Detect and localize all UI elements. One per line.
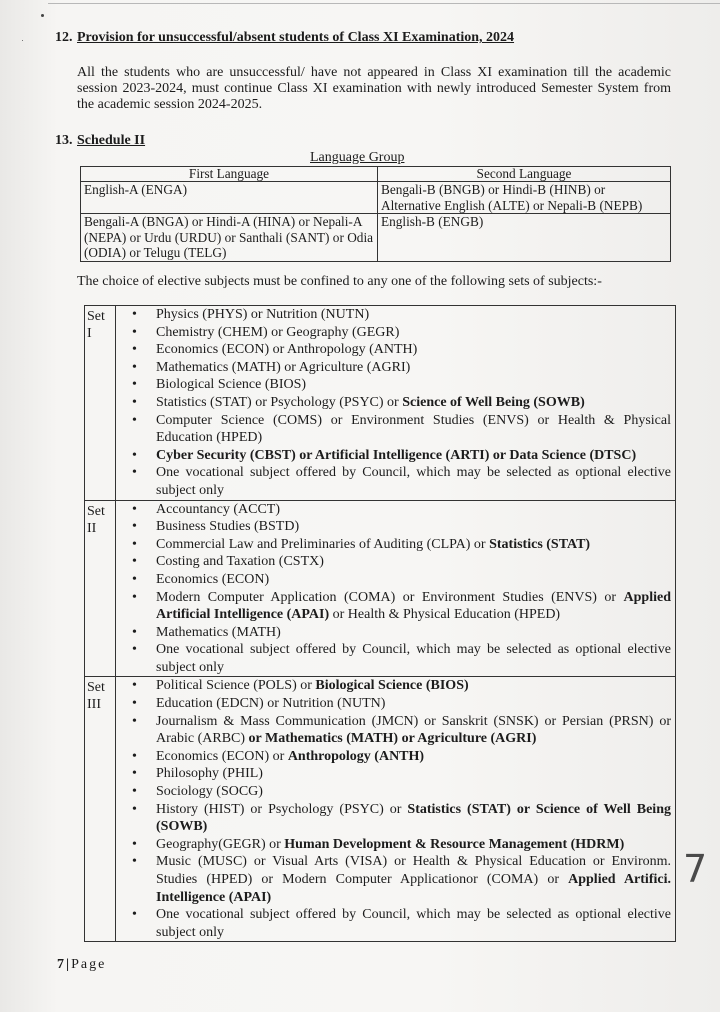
subject-list-item (156, 906, 671, 941)
subject-text-bold: Statistics (STAT) or Science of Well Being (SOWB) (156, 801, 671, 835)
footer-separator: | (66, 957, 70, 972)
subject-list-item (156, 306, 671, 324)
set-label-word: Set (87, 503, 105, 519)
subject-text: One vocational subject offered by Council, which may be selected as optional elective subject only (156, 465, 671, 498)
top-edge-line (48, 3, 720, 4)
set-label-word: Set (87, 309, 105, 324)
scan-dot (41, 14, 44, 17)
subject-text: Chemistry (CHEM) or Geography (GEGR) (156, 324, 400, 340)
subject-text: Biological Science (BIOS) (156, 377, 307, 393)
header-second-language: Second Language (378, 167, 671, 182)
set-subjects (116, 306, 676, 501)
subject-text: Computer Science (COMS) or Environment Studies (ENVS) or Health & Physical Education (HPED) (156, 412, 671, 446)
elective-choice-text: The choice of elective subjects must be confined to any one of the following sets of subjects:- (77, 274, 602, 289)
section-12-heading (55, 30, 514, 46)
subject-list-item (156, 359, 671, 377)
set-label (85, 677, 116, 942)
subject-text-bold: Biological Science (BIOS) (315, 678, 469, 694)
subject-list-item (156, 748, 671, 766)
subject-list-item (156, 447, 671, 465)
margin-page-mark: 7 (683, 847, 708, 891)
section-13-number: 13. (55, 133, 73, 148)
subject-text: Music (MUSC) or Visual Arts (VISA) or Health & Physical Education or Environm. Studies (HPED) or Modern Computer Applicationor (COMA) or (156, 854, 671, 887)
subject-text: Political Science (POLS) or (156, 678, 316, 694)
subject-text: Physics (PHYS) or Nutrition (NUTN) (156, 307, 370, 322)
subject-list-item (156, 589, 671, 624)
set-label-numeral: I (87, 326, 92, 341)
subject-list-item (156, 765, 671, 783)
subject-list-item (156, 412, 671, 447)
section-12-title: Provision for unsuccessful/absent students of Class XI Examination, 2024 (77, 30, 515, 45)
set-label-numeral: III (87, 697, 101, 713)
subject-text: Accountancy (ACCT) (156, 501, 281, 517)
subject-text: History (HIST) or Psychology (PSYC) or (156, 801, 408, 817)
second-language-cell: English-B (ENGB) (378, 214, 671, 262)
set-row (85, 677, 676, 942)
set-subjects (116, 677, 676, 942)
subject-list-item (156, 501, 671, 519)
subject-text-bold: Human Development & Resource Management (HDRM) (284, 836, 625, 852)
language-group-table (80, 166, 671, 262)
elective-sets-table (84, 305, 676, 942)
subject-list-item (156, 713, 671, 748)
subject-text: Costing and Taxation (CSTX) (156, 554, 324, 570)
subject-text-bold: Applied Artificial Intelligence (APAI) (156, 589, 671, 623)
subject-text: Mathematics (MATH) or Agriculture (AGRI) (156, 359, 411, 375)
footer-page-number: 7 (57, 957, 64, 972)
subject-list-item (156, 464, 671, 499)
language-group-caption: Language Group (310, 150, 405, 165)
subject-text-bold: Cyber Security (CBST) or Artificial Intelligence (ARTI) or Data Science (DTSC) (156, 447, 637, 463)
language-table-row (81, 214, 671, 262)
subject-text: One vocational subject offered by Council, which may be selected as optional elective subject only (156, 642, 671, 675)
set-label (85, 500, 116, 677)
subject-text-bold: or Mathematics (MATH) or Agriculture (AGRI) (248, 731, 537, 747)
subject-text: Commercial Law and Preliminaries of Auditing (CLPA) or (156, 536, 490, 552)
set-row (85, 500, 676, 677)
subject-text: Mathematics (MATH) (156, 624, 281, 640)
set-subjects (116, 500, 676, 677)
subject-text: or Health & Physical Education (HPED) (329, 607, 561, 623)
subject-list-item (156, 801, 671, 836)
subject-list-item (156, 394, 671, 412)
set-label (85, 306, 116, 501)
subject-text: Economics (ECON) (156, 571, 270, 587)
subject-list-item (156, 624, 671, 642)
second-language-cell: Bengali-B (BNGB) or Hindi-B (HINB) or Alternative English (ALTE) or Nepali-B (NEPB) (378, 182, 671, 214)
subject-text: Statistics (STAT) or Psychology (PSYC) or (156, 394, 403, 410)
subject-text: Business Studies (BSTD) (156, 519, 300, 535)
subject-text: Modern Computer Application (COMA) or Environment Studies (ENVS) or (156, 589, 624, 605)
subject-text: One vocational subject offered by Council, which may be selected as optional elective subject only (156, 907, 671, 940)
subject-text: Economics (ECON) or (156, 748, 288, 764)
subject-list-item (156, 783, 671, 801)
subject-text: Sociology (SOCG) (156, 784, 263, 800)
subject-text: Journalism & Mass Communication (JMCN) or Sanskrit (SNSK) or Persian (PRSN) or Arabic (ARBC) (156, 713, 671, 747)
section-12-number: 12. (55, 30, 73, 45)
subject-list (116, 306, 671, 500)
set-label-numeral: II (87, 520, 97, 536)
subject-list-item (156, 341, 671, 359)
header-first-language: First Language (81, 167, 378, 182)
subject-list-item (156, 376, 671, 394)
subject-list-item (156, 853, 671, 906)
subject-text-bold: Statistics (STAT) (489, 536, 591, 552)
subject-text-bold: Applied Artifici. Intelligence (APAI) (156, 872, 671, 905)
first-language-cell: English-A (ENGA) (81, 182, 378, 214)
language-table-header-row (81, 167, 671, 182)
subject-list-item (156, 536, 671, 554)
subject-text: Economics (ECON) or Anthropology (ANTH) (156, 342, 418, 358)
first-language-cell: Bengali-A (BNGA) or Hindi-A (HINA) or Nepali-A (NEPA) or Urdu (URDU) or Santhali (SANT) or Odia (ODIA) or Telugu (TELG) (81, 214, 378, 262)
section-12-paragraph: All the students who are unsuccessful/ have not appeared in Class XI examination till the academic session 2023-2024, must continue Class XI examination with newly introduced Semester System from the academic session 2024-2025. (77, 65, 671, 112)
subject-list-item (156, 571, 671, 589)
section-13-heading (55, 133, 145, 149)
subject-text: Philosophy (PHIL) (156, 766, 263, 782)
footer-page-word: Page (71, 957, 107, 972)
subject-list-item (156, 836, 671, 854)
set-label-word: Set (87, 680, 105, 696)
set-row (85, 306, 676, 501)
subject-list (116, 677, 671, 941)
subject-list-item (156, 553, 671, 571)
subject-list-item (156, 641, 671, 676)
language-table-row (81, 182, 671, 214)
subject-list-item (156, 695, 671, 713)
section-13-title: Schedule II (77, 133, 146, 148)
subject-list (116, 501, 671, 677)
subject-text-bold: Science of Well Being (SOWB) (402, 394, 585, 410)
subject-list-item (156, 677, 671, 695)
subject-list-item (156, 324, 671, 342)
page-footer (57, 957, 106, 973)
subject-list-item (156, 518, 671, 536)
subject-text: Education (EDCN) or Nutrition (NUTN) (156, 696, 386, 712)
subject-text: Geography(GEGR) or (156, 836, 285, 852)
subject-text-bold: Anthropology (ANTH) (287, 748, 425, 764)
scan-speck (22, 40, 23, 41)
